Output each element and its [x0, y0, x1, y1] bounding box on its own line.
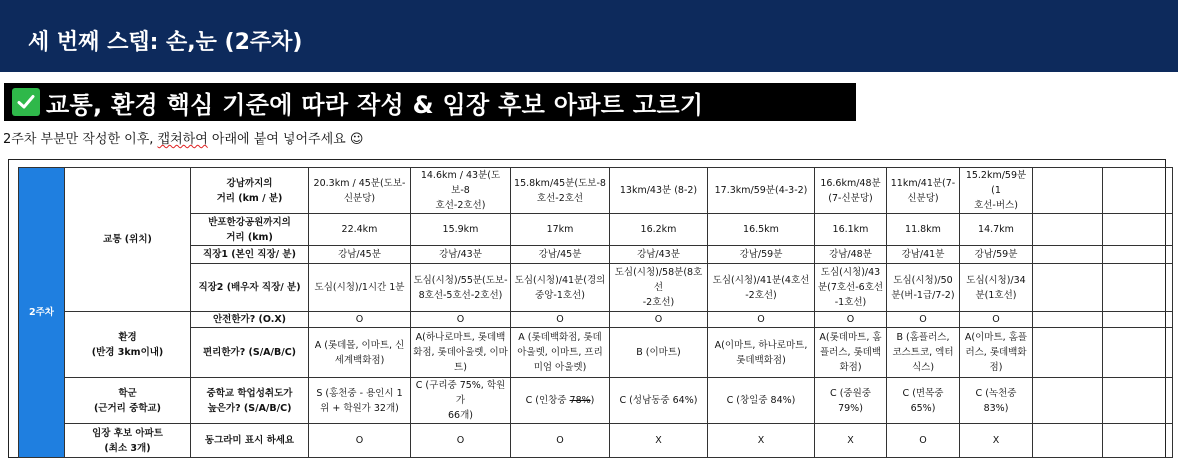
- criterion-job1: 직장1 (본인 직장/ 분): [191, 246, 309, 264]
- gangnam-cell: 15.8km/45분(도보-8 호선-2호선: [511, 168, 610, 214]
- instruction-before: 2주차 부분만 작성한 이후,: [3, 132, 158, 147]
- criterion-circle: 동그라미 표시 하세요: [191, 424, 309, 458]
- safety-cell: O: [708, 312, 815, 328]
- table-row: [19, 424, 1173, 458]
- convenience-cell: B (이마트): [610, 328, 708, 378]
- empty-cell: [1103, 264, 1173, 312]
- convenience-cell: A(롯데마트, 홈 플러스, 롯데백 화점): [815, 328, 887, 378]
- school-cell: C (구리중 75%, 학원가 66개): [411, 378, 511, 424]
- job2-cell: 도심(시청)/41분(경의 중앙-1호선): [511, 264, 610, 312]
- safety-cell: O: [411, 312, 511, 328]
- empty-cell: [1103, 214, 1173, 246]
- criterion-gangnam: 강남까지의 거리 (km / 분): [191, 168, 309, 214]
- school-cell: C (녹천중 83%): [960, 378, 1033, 424]
- job1-cell: 강남/45분: [511, 246, 610, 264]
- job1-cell: 강남/43분: [610, 246, 708, 264]
- job1-cell: 강남/59분: [960, 246, 1033, 264]
- job1-cell: 강남/59분: [708, 246, 815, 264]
- convenience-cell: A(이마트, 하나로마트, 롯데백화점): [708, 328, 815, 378]
- hangang-cell: 22.4km: [309, 214, 411, 246]
- school-cell: C (창일중 84%): [708, 378, 815, 424]
- hangang-cell: 17km: [511, 214, 610, 246]
- circle-cell[interactable]: X: [708, 424, 815, 458]
- job2-cell: 도심(시청)/55분(도보- 8호선-5호선-2호선): [411, 264, 511, 312]
- safety-cell: O: [309, 312, 411, 328]
- convenience-cell: B (홈플러스, 코스트코, 엑터 식스): [887, 328, 960, 378]
- criterion-convenience: 편리한가? (S/A/B/C): [191, 328, 309, 378]
- convenience-cell: A(이마트, 홈플 러스, 롯데백화 점): [960, 328, 1033, 378]
- empty-cell: [1033, 214, 1103, 246]
- empty-cell: [1033, 378, 1103, 424]
- gangnam-cell: 16.6km/48분 (7-신분당): [815, 168, 887, 214]
- gangnam-cell: 20.3km / 45분(도보- 신분당): [309, 168, 411, 214]
- job1-cell: 강남/41분: [887, 246, 960, 264]
- hangang-cell: 14.7km: [960, 214, 1033, 246]
- hangang-cell: 16.2km: [610, 214, 708, 246]
- instruction-banner: [4, 83, 856, 121]
- criteria-table: [18, 167, 1173, 458]
- job1-cell: 강남/43분: [411, 246, 511, 264]
- table-row: [19, 264, 1173, 312]
- safety-cell: O: [815, 312, 887, 328]
- criterion-safety: 안전한가? (O.X): [191, 312, 309, 328]
- empty-cell: [1033, 424, 1103, 458]
- school-cell: C (인창중 78%): [511, 378, 610, 424]
- empty-cell: [1033, 246, 1103, 264]
- circle-cell[interactable]: O: [411, 424, 511, 458]
- instruction-underlined: 캡쳐하여: [157, 132, 208, 147]
- empty-cell: [1033, 328, 1103, 378]
- job2-cell: 도심(시청)/58분(8호선 -2호선): [610, 264, 708, 312]
- page-title: 세 번째 스텝: 손,눈 (2주차): [28, 30, 303, 55]
- instruction-after: 아래에 붙여 넣어주세요 ☺: [207, 132, 364, 147]
- hangang-cell: 16.5km: [708, 214, 815, 246]
- job2-cell: 도심(시청)/50 분(버-1급/7-2): [887, 264, 960, 312]
- empty-cell: [1033, 264, 1103, 312]
- school-cell: S (홍천중 - 용인시 1 위 + 학원가 32개): [309, 378, 411, 424]
- safety-cell: O: [960, 312, 1033, 328]
- job2-cell: 도심(시청)/41분(4호선 -2호선): [708, 264, 815, 312]
- school-cell: C (성남동중 64%): [610, 378, 708, 424]
- hangang-cell: 11.8km: [887, 214, 960, 246]
- empty-cell: [1103, 246, 1173, 264]
- criterion-school: 중학교 학업성취도가 높은가? (S/A/B/C): [191, 378, 309, 424]
- empty-cell: [1103, 328, 1173, 378]
- week-label: 2주차: [19, 168, 65, 458]
- hangang-cell: 16.1km: [815, 214, 887, 246]
- safety-cell: O: [511, 312, 610, 328]
- empty-cell: [1033, 168, 1103, 214]
- job1-cell: 강남/48분: [815, 246, 887, 264]
- gangnam-cell: 13km/43분 (8-2): [610, 168, 708, 214]
- gangnam-cell: 17.3km/59분(4-3-2): [708, 168, 815, 214]
- safety-cell: O: [610, 312, 708, 328]
- job2-cell: 도심(시청)/43 분(7호선-6호선 -1호선): [815, 264, 887, 312]
- empty-cell: [1103, 378, 1173, 424]
- table-row: [19, 168, 1173, 214]
- circle-cell[interactable]: X: [610, 424, 708, 458]
- check-mark-icon: [12, 88, 40, 116]
- category-school: 학군 (근거리 중학교): [65, 378, 191, 424]
- criterion-job2: 직장2 (배우자 직장/ 분): [191, 264, 309, 312]
- circle-cell[interactable]: X: [960, 424, 1033, 458]
- category-environment: 환경 (반경 3km이내): [65, 312, 191, 378]
- circle-cell[interactable]: O: [309, 424, 411, 458]
- convenience-cell: A (롯데백화점, 롯데 아울렛, 이마트, 프리 미엄 아울렛): [511, 328, 610, 378]
- table-row: [19, 246, 1173, 264]
- banner-text: 교통, 환경 핵심 기준에 따라 작성 & 임장 후보 아파트 고르기: [46, 90, 704, 119]
- criterion-hangang: 반포한강공원까지의 거리 (km): [191, 214, 309, 246]
- job1-cell: 강남/45분: [309, 246, 411, 264]
- gangnam-cell: 15.2km/59분(1 호선-버스): [960, 168, 1033, 214]
- instruction-text: [3, 128, 363, 147]
- convenience-cell: A(하나로마트, 롯데백 화점, 롯데아울렛, 이마 트): [411, 328, 511, 378]
- table-row: [19, 214, 1173, 246]
- circle-cell[interactable]: X: [815, 424, 887, 458]
- category-candidate: 임장 후보 아파트 (최소 3개): [65, 424, 191, 458]
- empty-cell: [1103, 312, 1173, 328]
- table-row: [19, 378, 1173, 424]
- table-row: [19, 328, 1173, 378]
- school-cell: C (면목중 65%): [887, 378, 960, 424]
- school-cell: C (중원중 79%): [815, 378, 887, 424]
- gangnam-cell: 11km/41분(7- 신분당): [887, 168, 960, 214]
- job2-cell: 도심(시청)/34 분(1호선): [960, 264, 1033, 312]
- safety-cell: O: [887, 312, 960, 328]
- circle-cell[interactable]: O: [511, 424, 610, 458]
- convenience-cell: A (롯데몰, 이마트, 신 세계백화점): [309, 328, 411, 378]
- hangang-cell: 15.9km: [411, 214, 511, 246]
- gangnam-cell: 14.6km / 43분(도보-8 호선-2호선): [411, 168, 511, 214]
- category-traffic: 교통 (위치): [65, 168, 191, 312]
- empty-cell: [1033, 312, 1103, 328]
- table-row: [19, 312, 1173, 328]
- empty-cell: [1103, 424, 1173, 458]
- empty-cell: [1103, 168, 1173, 214]
- job2-cell: 도심(시청)/1시간 1분: [309, 264, 411, 312]
- circle-cell[interactable]: O: [887, 424, 960, 458]
